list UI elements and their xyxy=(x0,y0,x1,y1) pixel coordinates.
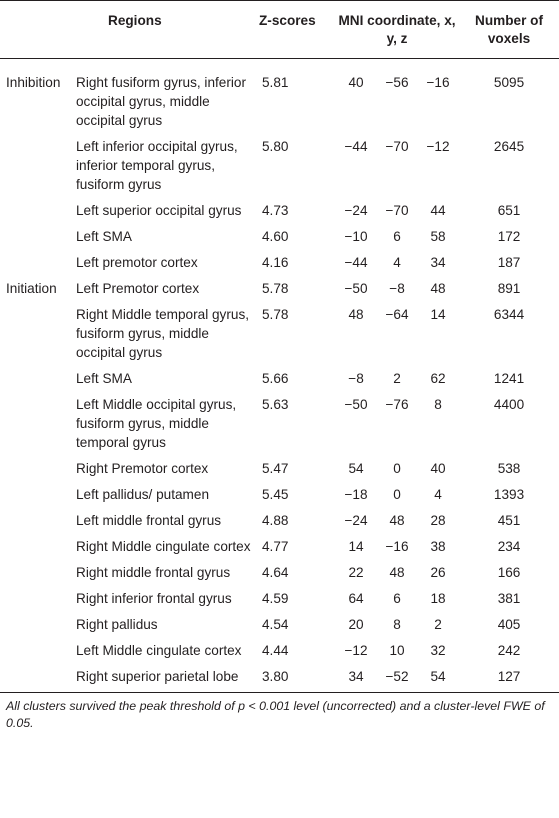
mni-z-cell: 40 xyxy=(430,461,446,476)
mni-y-cell: 48 xyxy=(389,565,405,580)
z-score-cell: 4.73 xyxy=(262,203,289,218)
mni-y-cell: −8 xyxy=(389,281,405,296)
group-cell: Inhibition xyxy=(6,75,61,90)
region-cell: Right Middle cingulate cortex xyxy=(76,539,251,554)
mni-y-cell: 0 xyxy=(393,487,401,502)
mni-z-cell: 26 xyxy=(430,565,446,580)
table-row xyxy=(0,250,559,276)
table-row xyxy=(0,456,559,482)
voxel-count-cell: 242 xyxy=(497,643,521,658)
mni-z-cell: −12 xyxy=(426,139,450,154)
z-score-cell: 4.64 xyxy=(262,565,289,580)
region-cell: Right Premotor cortex xyxy=(76,461,209,476)
voxel-count-cell: 127 xyxy=(459,664,559,693)
mni-z-cell: 54 xyxy=(417,664,459,693)
mni-y-cell: 6 xyxy=(393,591,401,606)
mni-z-cell: 14 xyxy=(430,307,446,322)
mni-z-cell: 18 xyxy=(430,591,446,606)
region-cell: Right fusiform gyrus, inferior occipital gyrus, middle occipital gyrus xyxy=(76,75,246,128)
mni-y-cell: 6 xyxy=(393,229,401,244)
group-cell xyxy=(0,482,66,508)
table-row xyxy=(0,586,559,612)
mni-y-cell: 4 xyxy=(393,255,401,270)
table-header xyxy=(0,1,559,59)
voxel-count-cell: 172 xyxy=(497,229,521,244)
z-score-cell: 5.47 xyxy=(262,461,289,476)
mni-x-cell: 40 xyxy=(348,75,364,90)
mni-x-cell: −50 xyxy=(344,281,368,296)
region-cell: Left superior occipital gyrus xyxy=(76,203,242,218)
mni-z-cell: 58 xyxy=(430,229,446,244)
mni-y-cell: −76 xyxy=(385,397,409,412)
mni-z-cell: 62 xyxy=(430,371,446,386)
voxel-count-cell: 451 xyxy=(497,513,521,528)
mni-y-cell: 48 xyxy=(389,513,405,528)
mni-y-cell: 2 xyxy=(393,371,401,386)
group-cell xyxy=(0,508,66,534)
mni-y-cell: −56 xyxy=(385,75,409,90)
mni-y-cell: −70 xyxy=(385,203,409,218)
table-row xyxy=(0,302,559,366)
table-row xyxy=(0,508,559,534)
z-score-cell: 4.54 xyxy=(262,617,289,632)
table-row xyxy=(0,560,559,586)
group-cell xyxy=(0,586,66,612)
mni-x-cell: −50 xyxy=(344,397,368,412)
mni-z-cell: 4 xyxy=(434,487,442,502)
table-row xyxy=(0,276,559,302)
mni-x-cell: −24 xyxy=(344,513,368,528)
voxel-count-cell: 5095 xyxy=(493,75,525,90)
voxel-count-cell: 234 xyxy=(497,539,521,554)
table-row xyxy=(0,612,559,638)
region-cell: Left SMA xyxy=(76,229,132,244)
z-score-cell: 4.16 xyxy=(262,255,289,270)
region-cell: Left pallidus/ putamen xyxy=(76,487,210,502)
mni-z-cell: −16 xyxy=(426,75,450,90)
z-score-cell: 4.77 xyxy=(262,539,289,554)
mni-x-cell: 48 xyxy=(348,307,364,322)
group-cell xyxy=(0,392,66,456)
mni-x-cell: 22 xyxy=(348,565,364,580)
mni-z-cell: 34 xyxy=(430,255,446,270)
mni-x-cell: 34 xyxy=(335,664,377,693)
region-cell: Right middle frontal gyrus xyxy=(76,565,231,580)
table-row xyxy=(0,366,559,392)
z-score-cell: 4.88 xyxy=(262,513,289,528)
mni-y-cell: 10 xyxy=(389,643,405,658)
mni-x-cell: −44 xyxy=(344,139,368,154)
region-cell: Left Middle occipital gyrus, fusiform gyrus, middle temporal gyrus xyxy=(76,397,237,450)
region-cell: Left SMA xyxy=(76,371,132,386)
z-score-cell: 4.59 xyxy=(262,591,289,606)
mni-x-cell: −44 xyxy=(344,255,368,270)
voxel-count-cell: 1241 xyxy=(493,371,525,386)
mni-z-cell: 38 xyxy=(430,539,446,554)
z-score-cell: 5.63 xyxy=(262,397,289,412)
voxel-count-cell: 538 xyxy=(497,461,521,476)
group-cell xyxy=(0,612,66,638)
group-cell: Initiation xyxy=(6,281,57,296)
table-row xyxy=(0,482,559,508)
mni-z-cell: 8 xyxy=(434,397,442,412)
z-score-cell: 3.80 xyxy=(257,664,335,693)
mni-x-cell: 20 xyxy=(348,617,364,632)
region-cell: Left premotor cortex xyxy=(76,255,198,270)
table-row xyxy=(0,224,559,250)
group-cell xyxy=(0,134,66,198)
mni-y-cell: −52 xyxy=(377,664,417,693)
voxel-count-cell: 651 xyxy=(497,203,521,218)
region-cell: Left Middle cingulate cortex xyxy=(76,643,242,658)
region-cell: Right inferior frontal gyrus xyxy=(76,591,232,606)
voxel-count-cell: 891 xyxy=(497,281,521,296)
table-row xyxy=(0,638,559,664)
table-row xyxy=(0,198,559,224)
table-row xyxy=(0,59,559,135)
mni-z-cell: 44 xyxy=(430,203,446,218)
header-z-scores: Z-scores xyxy=(257,1,335,59)
group-cell xyxy=(0,534,66,560)
z-score-cell: 5.66 xyxy=(262,371,289,386)
voxel-count-cell: 2645 xyxy=(493,139,525,154)
group-cell xyxy=(0,198,66,224)
voxel-count-cell: 166 xyxy=(497,565,521,580)
mni-x-cell: 14 xyxy=(348,539,364,554)
voxel-count-cell: 4400 xyxy=(493,397,525,412)
z-score-cell: 5.81 xyxy=(262,75,289,90)
region-cell: Left middle frontal gyrus xyxy=(76,513,222,528)
region-cell: Left inferior occipital gyrus, inferior temporal gyrus, fusiform gyrus xyxy=(76,139,238,192)
header-regions: Regions xyxy=(66,1,257,59)
mni-y-cell: −64 xyxy=(385,307,409,322)
mni-y-cell: −70 xyxy=(385,139,409,154)
group-cell xyxy=(0,664,66,693)
table-footnote: All clusters survived the peak threshold of p < 0.001 level (uncorrected) and a cluster-level FWE of 0.05. xyxy=(6,699,545,730)
table-row xyxy=(0,134,559,198)
region-cell: Right superior parietal lobe xyxy=(66,664,257,693)
header-number-of-voxels: Number of voxels xyxy=(459,1,559,59)
group-cell xyxy=(0,302,66,366)
table-row xyxy=(0,392,559,456)
voxel-count-cell: 187 xyxy=(497,255,521,270)
region-cell: Right pallidus xyxy=(76,617,158,632)
group-cell xyxy=(0,638,66,664)
z-score-cell: 5.45 xyxy=(262,487,289,502)
region-cell: Left Premotor cortex xyxy=(76,281,200,296)
mni-x-cell: 64 xyxy=(348,591,364,606)
mni-x-cell: −8 xyxy=(348,371,364,386)
voxel-count-cell: 381 xyxy=(497,591,521,606)
mni-y-cell: −16 xyxy=(385,539,409,554)
mni-z-cell: 32 xyxy=(430,643,446,658)
voxel-count-cell: 1393 xyxy=(493,487,525,502)
mni-x-cell: −24 xyxy=(344,203,368,218)
table-row xyxy=(0,534,559,560)
group-cell xyxy=(0,250,66,276)
z-score-cell: 4.60 xyxy=(262,229,289,244)
z-score-cell: 5.78 xyxy=(262,281,289,296)
voxel-count-cell: 405 xyxy=(497,617,521,632)
mni-z-cell: 48 xyxy=(430,281,446,296)
group-cell xyxy=(0,560,66,586)
z-score-cell: 5.78 xyxy=(262,307,289,322)
mni-x-cell: −18 xyxy=(344,487,368,502)
region-cell: Right Middle temporal gyrus, fusiform gyrus, middle occipital gyrus xyxy=(76,307,250,360)
mni-x-cell: −10 xyxy=(344,229,368,244)
mni-x-cell: −12 xyxy=(344,643,368,658)
group-cell xyxy=(0,366,66,392)
mni-z-cell: 2 xyxy=(434,617,442,632)
z-score-cell: 4.44 xyxy=(262,643,289,658)
group-cell xyxy=(0,456,66,482)
mni-z-cell: 28 xyxy=(430,513,446,528)
voxel-count-cell: 6344 xyxy=(493,307,525,322)
mni-y-cell: 8 xyxy=(393,617,401,632)
header-group xyxy=(0,1,66,59)
z-score-cell: 5.80 xyxy=(262,139,289,154)
header-mni-coordinate: MNI coordinate, x, y, z xyxy=(335,1,459,59)
table-body xyxy=(0,59,559,693)
mni-x-cell: 54 xyxy=(348,461,364,476)
group-cell xyxy=(0,224,66,250)
mni-y-cell: 0 xyxy=(393,461,401,476)
table-row xyxy=(0,664,559,693)
